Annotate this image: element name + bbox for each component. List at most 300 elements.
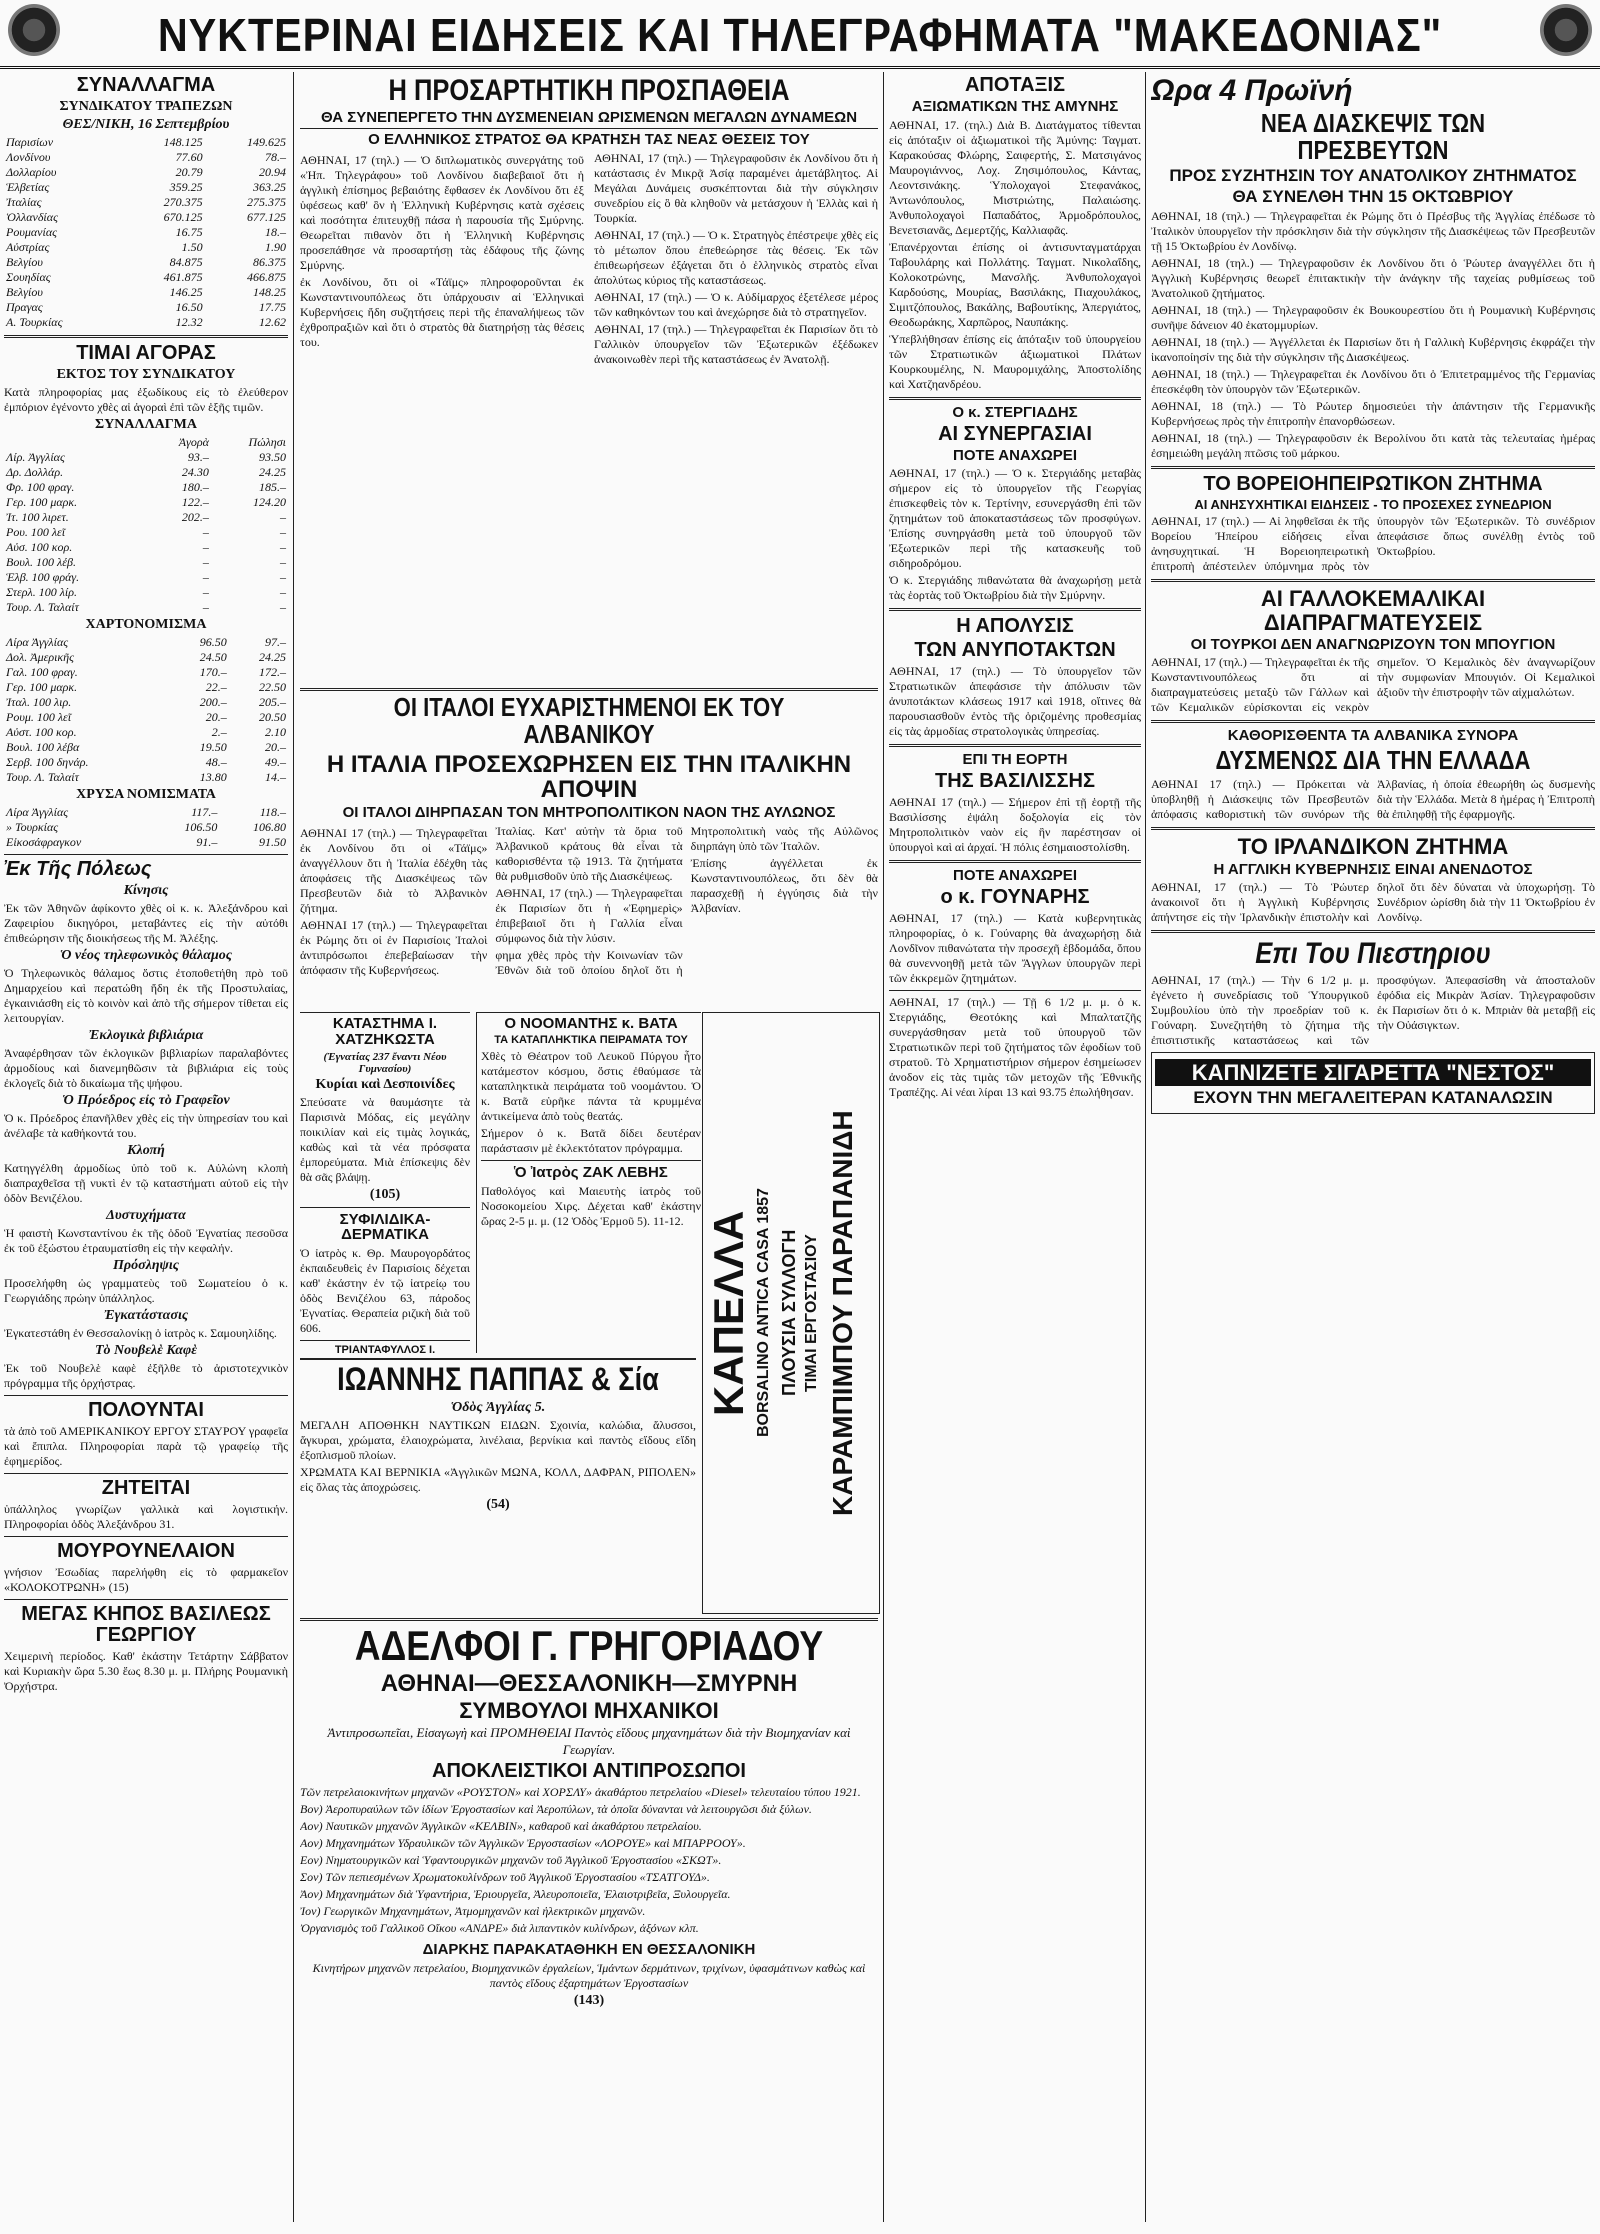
table-row: [4, 805, 288, 820]
doctor-ad-text: Παθολόγος καὶ Μαιευτὴς ἰατρὸς τοῦ Νοσοκομείου Χιρς. Δέχεται καθ' ἑκάστην ὥρας 2-5 μ. μ. (12 Ὁδὸς Ἑρμοῦ 5). 11-12.: [481, 1184, 701, 1229]
rate-cell: 24.25: [259, 465, 286, 479]
epirus-subheadline: ΑΙ ΑΝΗΣΥΧΗΤΙΚΑΙ ΕΙΔΗΣΕΙΣ - ΤΟ ΠΡΟΣΕΧΕΣ ΣΥΝΕΔΡΙΟΝ: [1194, 496, 1552, 512]
nestos-ad-title: ΚΑΠΝΙΖΕΤΕ ΣΙΓΑΡΕΤΤΑ "ΝΕΣΤΟΣ": [1155, 1059, 1591, 1086]
banknotes-table: [4, 635, 288, 785]
rate-cell: 148.125: [163, 135, 203, 149]
city-paragraph: Ἡ φαιστὴ Κωνσταντίνου ἐκ τῆς ὁδοῦ Ἐγνατίας πεσοῦσα ἐκ τοῦ ἐξώστου ἐτραυματίσθη εἰς τὴν κεφαλήν.: [4, 1226, 288, 1255]
lead-paragraph: ΑΘΗΝΑΙ, 17 (τηλ.) — Ὁ διπλωματικὸς συνεργάτης τοῦ «Ἠπ. Τηλεγράφου» τοῦ Λονδίνου διαβεβαιοῖ ὅτι ἡ ἀγγλικὴ ἐπίσημος βεβαιότης ἔφθασεν ἐκ Λονδίνου ὅτι ἐξ ὑφέσεως καθ' ὃν ἡ Ἑλληνικὴ Κυβέρνησις κατὰ σχέσεις καὶ ποσότητα ἐπιτευχθῇ πάσα ἡ παρουσία τῆς Σμύρνης. Θεωρεῖται πιθανὸν ὅτι ἡ Ἑλληνικὴ Κυβέρνησις προσεπάθησε νὰ προσαρτήσῃ τὰς ἐδάφους τῆς ζώνης Σμύρνης.: [300, 153, 584, 272]
dismiss-headline: ΑΠΟΤΑΞΙΣ: [964, 74, 1066, 96]
conference-subheadline: ΠΡΟΣ ΣΥΖΗΤΗΣΙΝ ΤΟΥ ΑΝΑΤΟΛΙΚΟΥ ΖΗΤΗΜΑΤΟΣ: [1169, 166, 1577, 186]
currency-cell: Τουρ. Λ. Ταλαίτ: [6, 600, 79, 614]
table-row: [4, 315, 288, 330]
table-row: [4, 135, 288, 150]
capella-line: ΠΛΟΥΣΙΑ ΣΥΛΛΟΓΗ: [779, 1229, 799, 1397]
rate-cell: 202.–: [181, 510, 209, 524]
banknotes-label: ΧΑΡΤΟΝΟΜΙΣΜΑ: [85, 617, 207, 632]
rates-subtitle: ΣΥΝΔΙΚΑΤΟΥ ΤΡΑΠΕΖΩΝ: [59, 99, 233, 114]
rate-cell: 20.50: [259, 710, 286, 724]
rate-cell: 12.62: [259, 315, 286, 329]
shop-ad-title: ΚΑΤΑΣΤΗΜΑ Ι. ΧΑΤΖΗΚΩΣΤΑ: [332, 1015, 438, 1048]
stergiadis-subheadline: ΑΙ ΣΥΝΕΡΓΑΣΙΑΙ: [938, 422, 1092, 445]
rate-cell: 78.–: [265, 150, 286, 164]
table-row: [4, 480, 288, 495]
currency-cell: Εἰκοσάφραγκον: [6, 835, 82, 849]
market-title: ΤΙΜΑΙ ΑΓΟΡΑΣ: [76, 342, 216, 364]
city-subhead: Δυστυχήματα: [106, 1208, 186, 1223]
rate-cell: 48.–: [205, 755, 227, 769]
currency-cell: Αὐσ. 100 κορ.: [6, 540, 73, 554]
rate-cell: 91.–: [196, 835, 218, 849]
column-markets: [4, 72, 288, 2222]
pappas-ad-title: ΙΩΑΝΝΗΣ ΠΑΠΠΑΣ & Σία: [337, 1361, 659, 1397]
table-row: [4, 570, 288, 585]
rates-title: ΣΥΝΑΛΛΑΓΜΑ: [76, 74, 216, 96]
currency-cell: Ρουμ. 100 λεῖ: [6, 710, 72, 724]
table-row: [4, 180, 288, 195]
table-row: [4, 740, 288, 755]
lead-subheadline: ΘΑ ΣΥΝΕΠΕΡΓΕΤΟ ΤΗΝ ΔΥΣΜΕΝΕΙΑΝ ΩΡΙΣΜΕΝΩΝ ΜΕΓΑΛΩΝ ΔΥΝΑΜΕΩΝ: [300, 110, 878, 130]
grigoriadis-product-line: Βον) Ἀεροπυραύλων τῶν ἰδίων Ἐργοστασίων καὶ Ἀεροπύλων, τὰ ὁποῖα δύνανται νὰ λειτουργῶσι διὰ ξύλων.: [300, 1801, 812, 1816]
column-news-4: [889, 72, 1141, 2222]
conference-paragraph: ΑΘΗΝΑΙ, 18 (τηλ.) — Τὸ Ρώυτερ δημοσιεύει τὴν ἀπάντησιν τῆς Γερμανικῆς Κυβερνήσεως πρὸς τὴν ἐπιτροπὴν ἐπανορθώσεων.: [1151, 398, 1595, 428]
grigoriadis-product-line: Τῶν πετρελαιοκινήτων μηχανῶν «ΡΟΥΣΤΟΝ» καὶ ΧΟΡΣΛΥ» ἀκαθάρτου πετρελαίου «Diesel» τελευταίου τύπου 1921.: [300, 1784, 861, 1799]
rate-cell: 49.–: [265, 755, 286, 769]
column-rule: [883, 72, 884, 2222]
lead-paragraph: ΑΘΗΝΑΙ, 17 (τηλ.) — Τηλεγραφοῦσιν ἐκ Λονδίνου ὅτι ἡ κατάστασις ἐν Μικρᾷ Ἀσίᾳ παραμένει ἀμετάβλητος. Αἱ Μεγάλαι Δυνάμεις συσκέπτονται διὰ τὴν σύγκλησιν συνεδρίου εἰς ὃ θὰ κληθοῦν νὰ μετάσχουν ἡ Ἑλλὰς καὶ ἡ Τουρκία.: [594, 151, 878, 225]
queen-paragraph: ΑΘΗΝΑΙ 17 (τηλ.) — Σήμερον ἐπὶ τῇ ἑορτῇ τῆς Βασιλίσσης ἐψάλη δοξολογία εἰς τὸν Μητροπολιτικὸν ναὸν εἰς ἣν παρέστησαν οἱ ὑπουργοὶ καὶ αἱ ἀρχαί. Ἡ πόλις ἐσημαιοστολίσθη.: [889, 795, 1141, 854]
table-row: [4, 300, 288, 315]
conference-paragraph: ΑΘΗΝΑΙ, 18 (τηλ.) — Τηλεγραφοῦσιν ἐκ Βερολίνου ὅτι κατὰ τὰς τελευταίας ἡμέρας ἐσημειώθη μεγάλη πτῶσις τοῦ μάρκου.: [1151, 430, 1595, 460]
rate-cell: –: [280, 510, 286, 524]
italy-subheadline: Η ΙΤΑΛΙΑ ΠΡΟΣΕΧΩΡΗΣΕΝ ΕΙΣ ΤΗΝ ΙΤΑΛΙΚΗΝ ΑΠΟΨΙΝ: [326, 750, 852, 803]
doctor-ad-title: Ὁ Ἰατρὸς ΖΑΚ ΛΕΒΗΣ: [514, 1164, 668, 1182]
table-row: [4, 240, 288, 255]
grigoriadis-stock-title: ΔΙΑΡΚΗΣ ΠΑΡΑΚΑΤΑΘΗΚΗ ΕΝ ΘΕΣΣΑΛΟΝΙΚΗ: [422, 1940, 756, 1958]
grigoriadis-product-list: [300, 1785, 878, 1936]
rate-cell: 17.75: [259, 300, 286, 314]
rate-cell: 200.–: [199, 695, 227, 709]
dismiss-paragraph: Ἐπανέρχονται ἐπίσης οἱ ἀντισυνταγματάρχαι Ταβουλάρης καὶ Πολλάτης. Ταγματ. Νικολαΐδης, Κολοκοτρώνης, Μανσλῆς. Ἀνθυπολοχαγοὶ Καρδούσης, Μουρίας, Βασιλάκης, Πιαχουλάκος, Σιμιτζόπουλος, Βακάλης, Βαβουτίκης, Ἀπεργιάτος, Θεοδωράκης, Χαρπῶρος, Ναυπάκης.: [889, 239, 1141, 329]
city-subhead: Ὁ νέος τηλεφωνικὸς θάλαμος: [59, 948, 233, 963]
rate-cell: 20.94: [259, 165, 286, 179]
currency-cell: Ἑλβετίας: [6, 180, 50, 194]
city-paragraph: Ὁ κ. Πρόεδρος ἐπανῆλθεν χθὲς εἰς τὴν ὑπηρεσίαν του καὶ ἀνέλαβε τὰ καθήκοντά του.: [4, 1111, 288, 1140]
theatre-paragraph: Χθὲς τὸ Θέατρον τοῦ Λευκοῦ Πύργου ἦτο κατάμεστον κόσμου, ὅστις ἐθαύμασε τὰ καταπληκτικὰ πειράματα τοῦ νοομάντου. Ὁ κ. Βατᾶ εὑρῆκε πάντα τὰ κρυμμένα ἀντικείμενα ἀπὸ τοὺς θεατάς.: [481, 1049, 701, 1124]
table-row: [4, 835, 288, 850]
capella-line-2: ΤΙΜΑΙ ΕΡΓΟΣΤΑΣΙΟΥ: [803, 1234, 820, 1392]
pappas-ad-text: ΧΡΩΜΑΤΑ ΚΑΙ ΒΕΡΝΙΚΙΑ «Ἀγγλικῶν ΜΩΝΑ, ΚΟΛΛ, ΔΑΦΡΑΝ, ΡΙΠΟΛΕΝ» εἰς ὅλας τὰς ἀποχρώσεις.: [300, 1464, 696, 1494]
table-row: [4, 255, 288, 270]
pappas-ad-text: ΜΕΓΑΛΗ ΑΠΟΘΗΚΗ ΝΑΥΤΙΚΩΝ ΕΙΔΩΝ. Σχοινία, καλώδια, ἄλυσσοι, ἄγκυραι, χρώματα, ἐλαιοχρώματα, λινέλαια, βερνίκια καὶ παντὸς εἴδους εἴδη ἐξοπλισμοῦ πλοίων.: [300, 1417, 696, 1462]
grigoriadis-product-line: Ὀργανισμὸς τοῦ Γαλλικοῦ Οἴκου «ΑΝΔΡΕ» διὰ λιπαντικὸν κυλίνδρων, ἀξόνων κλπ.: [300, 1920, 699, 1935]
queen-subheadline: ΤΗΣ ΒΑΣΙΛΙΣΣΗΣ: [934, 770, 1095, 792]
release-headline: Η ΑΠΟΛΥΣΙΣ: [956, 615, 1074, 638]
stergiadis-subheadline-2: ΠΟΤΕ ΑΝΑΧΩΡΕΙ: [953, 446, 1077, 464]
market-rates-table: [4, 435, 288, 615]
table-row: [4, 770, 288, 785]
table-row: [4, 555, 288, 570]
theatre-subheadline: ΤΑ ΚΑΤΑΠΛΗΚΤΙΚΑ ΠΕΙΡΑΜΑΤΑ ΤΟΥ: [494, 1033, 688, 1046]
table-row: [4, 635, 288, 650]
rate-cell: 670.125: [163, 210, 203, 224]
italy-subheadline-2: ΟΙ ΙΤΑΛΟΙ ΔΙΗΡΠΑΣΑΝ ΤΟΝ ΜΗΤΡΟΠΟΛΙΤΙΚΟΝ ΝΑΟΝ ΤΗΣ ΑΥΛΩΝΟΣ: [342, 803, 836, 821]
currency-cell: Λονδίνου: [6, 150, 51, 164]
table-row: [4, 710, 288, 725]
grigoriadis-product-line: Αον) Μηχανημάτων Υδραυλικῶν τῶν Ἀγγλικῶν Ἐργοστασίων «ΛΟΡΟΥΕ» καὶ ΜΠΑΡΡΟΟΥ».: [300, 1835, 746, 1850]
shop-ads: [300, 1012, 470, 1353]
nestos-ad-slogan: ΕΧΟΥΝ ΤΗΝ ΜΕΓΑΛΕΙΤΕΡΑΝ ΚΑΤΑΝΑΛΩΣΙΝ: [1193, 1087, 1553, 1107]
table-row: [4, 650, 288, 665]
conference-date: ΘΑ ΣΥΝΕΛΘΗ ΤΗΝ 15 ΟΚΤΩΒΡΙΟΥ: [1232, 186, 1514, 206]
gold-table: [4, 805, 288, 850]
newspaper-title: ΝΥΚΤΕΡΙΝΑΙ ΕΙΔΗΣΕΙΣ ΚΑΙ ΤΗΛΕΓΡΑΦΗΜΑΤΑ "ΜΑΚΕΔΟΝΙΑΣ": [157, 9, 1443, 61]
rate-cell: –: [202, 570, 209, 584]
rate-cell: 20.79: [175, 165, 203, 179]
rate-cell: 117.–: [191, 805, 218, 819]
rate-cell: 93.–: [187, 450, 209, 464]
press-headline: Επι Του Πιεστηριου: [1255, 937, 1491, 971]
currency-cell: Ρουμανίας: [6, 225, 57, 239]
classified-ad-text: ὑπάλληλος γνωρίζων γαλλικὰ καὶ λογιστικήν. Πληροφορίαι ὁδὸς Ἀλεξάνδρου 31.: [4, 1502, 288, 1531]
grigoriadis-product-line: Ἀον) Μηχανημάτων διὰ Ὑφαντήρια, Ἐριουργεῖα, Ἀλευροποιεῖα, Ἐλαιοτριβεῖα, Ξυλουργεῖα.: [300, 1886, 731, 1901]
release-subheadline: ΤΩΝ ΑΝΥΠΟΤΑΚΤΩΝ: [914, 639, 1116, 662]
dismiss-subheadline: ΑΞΙΩΜΑΤΙΚΩΝ ΤΗΣ ΑΜΥΝΗΣ: [911, 98, 1119, 115]
rate-cell: 146.25: [169, 285, 203, 299]
table-header-cell: [4, 435, 147, 450]
table-row: [4, 450, 288, 465]
kemalist-subheadline: ΟΙ ΤΟΥΡΚΟΙ ΔΕΝ ΑΝΑΓΝΩΡΙΖΟΥΝ ΤΟΝ ΜΠΟΥΓΙΟΝ: [1190, 635, 1556, 653]
rate-cell: –: [280, 570, 286, 584]
rate-cell: 122.–: [181, 495, 209, 509]
currency-cell: Δολ. Ἀμερικῆς: [6, 650, 74, 664]
table-header-row: [4, 435, 288, 450]
market-label: ΣΥΝΑΛΛΑΓΜΑ: [95, 417, 197, 432]
grigoriadis-stock-text: Κινητήρων μηχανῶν πετρελαίου, Βιομηχανικῶν ἐργαλείων, Ἱμάντων δερμάτινων, τριχίνων, ὑφασμάτινων καθὼς καὶ παντὸς εἴδους ἐξαρτημάτων Ἐργοστασίων: [312, 1960, 866, 1990]
currency-cell: Γερ. 100 μαρκ.: [6, 495, 78, 509]
press-paragraph: ΑΘΗΝΑΙ, 17 (τηλ.) — Τὴν 6 1/2 μ. μ. ἐγένετο ἡ συνεδρίασις τοῦ Ὑπουργικοῦ Συμβουλίου ὑπὸ τὴν προεδρίαν τοῦ κ. Γούναρη. Συνεζητήθη τὸ ζήτημα τῆς ἐπισιτιστικῆς καταστάσεως καὶ τῶν προσφύγων. Ἀπεφασίσθη νὰ ἀποσταλοῦν ἐφόδια εἰς Μικρὰν Ἀσίαν. Τηλεγραφοῦσιν ἐκ Παρισίων ὅτι ὁ κ. Μπριὰν θὰ μεταβῇ εἰς τὴν Οὐάσιγκτων.: [1151, 972, 1595, 1047]
table-row: [4, 695, 288, 710]
currency-cell: Ρου. 100 λεῖ: [6, 525, 66, 539]
city-paragraph: Κατηγγέλθη ἀρμοδίως ὑπὸ τοῦ κ. Αὐλώνη κλοπὴ διαπραχθεῖσα τῇ νυκτὶ ἐν τῷ καταστήματι αὐτοῦ εἰς τὴν ὁδὸν Βενιζέλου.: [4, 1161, 288, 1205]
currency-cell: Σουηδίας: [6, 270, 51, 284]
city-paragraph: Ἐκ τῶν Ἀθηνῶν ἀφίκοντο χθὲς οἱ κ. κ. Ἀλεξάνδρου καὶ Ζαφειρίου δικηγόροι, μεταβάντες εἰς τὴν αὐτόθι ἐπιθεώρησιν τῆς διοικήσεως τῆς Μ. Ἀλέξης.: [4, 901, 288, 945]
currency-cell: Λίρα Ἀγγλίας: [6, 635, 69, 649]
currency-cell: Βουλ. 100 λέβ.: [6, 555, 76, 569]
nestos-cigarette-ad: [1151, 1052, 1595, 1114]
currency-cell: Ἰτ. 100 λιρετ.: [6, 510, 69, 524]
rate-cell: 106.80: [253, 820, 286, 834]
pappas-ad: [300, 1358, 696, 1614]
table-row: [4, 225, 288, 240]
dismiss-paragraph: Ὑπεβλήθησαν ἐπίσης εἰς ἀπόταξιν τοῦ ὑπουργείου τῶν Στρατιωτικῶν ἀξιωματικοὶ Πλάτων Κουρκουμέλης, Ν. Μαυρομιχάλης, Ἀποστολίδης καὶ Χατζηανδρέου.: [889, 331, 1141, 391]
stergiadis-headline: Ο κ. ΣΤΕΡΓΙΑΔΗΣ: [952, 403, 1078, 421]
conference-paragraph: ΑΘΗΝΑΙ, 18 (τηλ.) — Τηλεγραφοῦσιν ἐκ Βουκουρεστίου ὅτι ἡ Ρουμανικὴ Κυβέρνησις συνῆψε δάνειον 40 ἑκατομμυρίων.: [1151, 302, 1595, 332]
kemalist-paragraph: ΑΘΗΝΑΙ, 17 (τηλ.) — Τηλεγραφεῖται ἐκ τῆς Κωνσταντινουπόλεως ὅτι αἱ διαπραγματεύσεις μεταξὺ τῶν Γάλλων καὶ τῶν Κεμαλικῶν εὑρίσκονται εἰς νεκρὸν σημεῖον. Ὁ Κεμαλικὸς δὲν ἀναγνωρίζουν τὴν συμφωνίαν Μπουγιόν. Οἱ Κεμαλικοὶ ἀξιοῦν τὴν ἐπιστροφὴν τῶν αἰχμαλώτων.: [1151, 655, 1595, 715]
currency-cell: Δολλαρίου: [6, 165, 57, 179]
city-subhead: Ἐκλογικὰ βιβλιάρια: [88, 1028, 204, 1043]
classified-ad-text: Χειμερινὴ περίοδος. Καθ' ἑκάστην Τετάρτην Σάββατον καὶ Κυριακὴν ὥρα 5.30 ἕως 8.30 μ. μ. Πλήρης Ρουμανικὴ Ὀρχήστρα.: [4, 1649, 288, 1693]
grigoriadis-description: Ἀντιπροσωπεῖαι, Εἰσαγωγὴ καὶ ΠΡΟΜΗΘΕΙΑΙ Παντὸς εἴδους μηχανημάτων διὰ τὴν Βιομηχανίαν καὶ Γεωργίαν.: [327, 1725, 851, 1757]
border-headline: ΚΑΘΟΡΙΣΘΕΝΤΑ ΤΑ ΑΛΒΑΝΙΚΑ ΣΥΝΟΡΑ: [1227, 727, 1519, 745]
rate-cell: –: [280, 585, 286, 599]
epirus-paragraph: ΑΘΗΝΑΙ, 17 (τηλ.) — Αἱ ληφθεῖσαι ἐκ τῆς Βορείου Ἠπείρου εἰδήσεις εἶναι ἀνησυχητικαί. Ἡ Βορειοηπειρωτικὴ ἐπιτροπὴ ἀπέστειλεν ὑπόμνημα πρὸς τὸν ὑπουργὸν τῶν Ἐξωτερικῶν. Τὸ συνέδριον ἀπεφάσισε ὅπως συνέλθῃ ἐντὸς τοῦ Ὀκτωβρίου.: [1151, 514, 1595, 574]
theatre-article: [476, 1012, 701, 1353]
classified-ad-title: ΜΕΓΑΣ ΚΗΠΟΣ ΒΑΣΙΛΕΩΣ ΓΕΩΡΓΙΟΥ: [21, 1603, 271, 1646]
currency-cell: Ἑλβ. 100 φράγ.: [6, 570, 80, 584]
rate-cell: 22.50: [259, 680, 286, 694]
table-row: [4, 540, 288, 555]
rate-cell: 12.32: [175, 315, 203, 329]
rate-cell: 118.–: [259, 805, 286, 819]
column-rule: [1145, 72, 1146, 2222]
border-paragraph: ΑΘΗΝΑΙ 17 (τηλ.) — Πρόκειται νὰ ὑποβληθῇ ἡ Διάσκεψις τῶν Πρεσβευτῶν ἀπόφασις καθοριστικὴ τῶν συνόρων τῆς Ἀλβανίας, ἡ ὁποία ἐθεωρήθη ὡς δυσμενὴς διὰ τὴν Ἑλλάδα. Μετὰ 8 ἡμέρας ἡ Ἐπιτροπὴ θὰ ἐπιληφθῇ τῆς ἐφαρμογῆς.: [1151, 777, 1595, 822]
rate-cell: –: [202, 585, 209, 599]
market-intro: Κατὰ πληροφορίας μας ἐξωδίκους εἰς τὸ ἐλεύθερον ἐμπόριον ἐγένοντο χθὲς αἱ ἀγοραὶ ἐπὶ τῶν ἑξῆς τιμῶν.: [4, 385, 288, 414]
rate-cell: 2.–: [211, 725, 227, 739]
rate-cell: 205.–: [259, 695, 286, 709]
rate-cell: 22.–: [205, 680, 227, 694]
classified-ad-title: ΠΟΛΟΥΝΤΑΙ: [88, 1399, 204, 1421]
stergiadis-paragraph: ΑΘΗΝΑΙ, 17 (τηλ.) — Ὁ κ. Στεργιάδης μεταβὰς σήμερον εἰς τὸ ὑπουργεῖον τῆς Γεωργίας ἐπισκεφθεὶς τὸν κ. Τερτίνην, εσυνεργάσθη ἐπὶ τῶν ζητημάτων τοῦ ἀποκαταστάσεως τῶν προσφύγων. Ἐπίσης συνηργάσθη μετὰ τοῦ ὑπουργοῦ τῶν Ἐξωτερικῶν περὶ τῆς κατασκευῆς τοῦ σιδηροδρόμου.: [889, 466, 1141, 571]
conference-paragraph: ΑΘΗΝΑΙ, 18 (τηλ.) — Τηλεγραφεῖται ἐκ Λονδίνου ὅτι ὁ Ἐπιτετραμμένος τῆς Γερμανίας ἐπεσκέφθη τὸν ὑπουργὸν τῶν Ἐξωτερικῶν.: [1151, 366, 1595, 396]
city-paragraph: Ἀναφέρθησαν τῶν ἐκλογικῶν βιβλιαρίων παραλαβόντες ἀρμοδίους καὶ διανεμηθῶσιν τὰ βιβλιάρια εἰς τοὺς ἐκλογεῖς διὰ τὸ δικαίωμα τῆς ψήφου.: [4, 1046, 288, 1090]
rate-cell: 86.375: [253, 255, 286, 269]
grigoriadis-exclusive: ΑΠΟΚΛΕΙΣΤΙΚΟΙ ΑΝΤΙΠΡΟΣΩΠΟΙ: [432, 1759, 746, 1782]
rate-cell: 20.–: [265, 740, 286, 754]
rate-cell: 363.25: [253, 180, 286, 194]
table-row: [4, 755, 288, 770]
table-row: [4, 585, 288, 600]
gounaris-headline: ΠΟΤΕ ΑΝΑΧΩΡΕΙ: [953, 867, 1077, 884]
classified-ad-text: γνήσιον Ἐσωδίας παρελήφθη εἰς τὸ φαρμακεῖον «ΚΟΛΟΚΟΤΡΩΝΗ» (15): [4, 1565, 288, 1594]
shop-ad-title: ΣΥΦΙΛΙΔΙΚΑ-ΔΕΡΜΑΤΙΚΑ: [339, 1210, 431, 1244]
gold-label: ΧΡΥΣΑ ΝΟΜΙΣΜΑΤΑ: [76, 787, 216, 802]
shop-ad-number: (105): [369, 1186, 401, 1202]
city-news-title: Ἐκ Τῆς Πόλεως: [4, 858, 152, 880]
city-paragraph: Προσελήφθη ὡς γραμματεὺς τοῦ Σωματείου ὁ κ. Γεωργιάδης πρώην ὑπάλληλος.: [4, 1276, 288, 1305]
capella-hat-ad: [702, 1012, 880, 1614]
grigoriadis-title: ΑΔΕΛΦΟΙ Γ. ΓΡΗΓΟΡΙΑΔΟΥ: [354, 1622, 824, 1669]
shop-ad-text: Ὁ ἰατρὸς κ. Θρ. Μαυρογορδάτος ἐκπαιδευθεὶς ἐν Παρισίοις δέχεται καθ' ἑκάστην ἐν τῷ ἰατρείῳ του ὁδὸς Βενιζέλου 63, πάροδος Ἐγνατίας. Θεραπεία ριζικὴ διὰ τοῦ 606.: [300, 1246, 470, 1335]
shop-ad-line: Κυρίαι καὶ Δεσποινίδες: [315, 1076, 455, 1092]
currency-cell: Στερλ. 100 λίρ.: [6, 585, 77, 599]
city-subhead: Κίνησις: [123, 883, 169, 898]
currency-cell: Τουρ. Λ. Ταλαίτ: [6, 770, 79, 784]
ireland-subheadline: Η ΑΓΓΛΙΚΗ ΚΥΒΕΡΝΗΣΙΣ ΕΙΝΑΙ ΑΝΕΝΔΟΤΟΣ: [1213, 860, 1533, 878]
rate-cell: 275.375: [247, 195, 286, 209]
currency-cell: Δρ. Δολλάρ.: [6, 465, 64, 479]
city-paragraph: Ἐγκατεστάθη ἐν Θεσσαλονίκῃ ὁ ἰατρὸς κ. Σαμουηλίδης.: [4, 1326, 277, 1340]
currency-cell: Α. Τουρκίας: [6, 315, 63, 329]
city-subhead: Κλοπή: [127, 1143, 165, 1158]
rate-cell: 14.–: [265, 770, 286, 784]
conference-headline: ΝΕΑ ΔΙΑΣΚΕΨΙΣ ΤΩΝ ΠΡΕΣΒΕΥΤΩΝ: [1260, 107, 1486, 165]
currency-cell: Λίρα Ἀγγλίας: [6, 805, 69, 819]
table-row: [4, 665, 288, 680]
exchange-rates-table: [4, 135, 288, 330]
rate-cell: 185.–: [259, 480, 286, 494]
table-row: [4, 195, 288, 210]
masthead: [0, 0, 1600, 69]
epirus-headline: ΤΟ ΒΟΡΕΙΟΗΠΕΙΡΩΤΙΚΟΝ ΖΗΤΗΜΑ: [1203, 472, 1543, 495]
city-paragraph: Ὁ Τηλεφωνικὸς θάλαμος ὅστις ἐτοποθετήθη πρὸ τοῦ Δημαρχείου καὶ περατώθη ἤδη ἐκ τῆς Προστυλαίας, ἐγκαινιάσθη εἰς τὸ κοινὸν καὶ ἀπὸ τῆς σήμερον τίθεται εἰς λειτουργίαν.: [4, 966, 288, 1025]
currency-cell: » Τουρκίας: [6, 820, 59, 834]
rate-cell: –: [280, 600, 286, 614]
column-news-5: [1151, 72, 1595, 2222]
rate-cell: 97.–: [265, 635, 286, 649]
capella-name: ΚΑΠΕΛΛΑ: [705, 1210, 752, 1416]
edition-time: Ωρα 4 Πρωϊνή: [1151, 74, 1353, 107]
ireland-paragraph: ΑΘΗΝΑΙ, 17 (τηλ.) — Τὸ Ῥώυτερ ἀνακοινοῖ ὅτι ἡ Ἀγγλικὴ Κυβέρνησις ἀπήντησε εἰς τὴν Ἰρλανδικὴν ἐπιστολὴν καὶ δηλοῖ ὅτι δὲν δύναται νὰ ὑποχωρήσῃ. Τὸ Συνέδριον ὡρίσθη διὰ τὴν 11 Ὀκτωβρίου ἐν Λονδίνῳ.: [1151, 880, 1595, 925]
kemalist-headline: ΑΙ ΓΑΛΛΟΚΕΜΑΛΙΚΑΙ ΔΙΑΠΡΑΓΜΑΤΕΥΣΕΙΣ: [1260, 586, 1486, 635]
italy-paragraph: ΑΘΗΝΑΙ 17 (τηλ.) — Τηλεγραφεῖται ἐκ Λονδίνου ὅτι οἱ «Τάϊμς» ἀναγγέλλουν ὅτι ἡ Ἰταλία ἐδέχθη τὰς ἀποφάσεις τῆς Διασκέψεως τῶν Πρεσβευτῶν διὰ τὸ Ἀλβανικὸν ζήτημα.: [300, 825, 488, 915]
table-row: [4, 270, 288, 285]
currency-cell: Αὐστρίας: [6, 240, 50, 254]
table-row: [4, 150, 288, 165]
rate-cell: –: [280, 525, 286, 539]
gounaris-subheadline: ο κ. ΓΟΥΝΑΡΗΣ: [940, 885, 1090, 908]
rate-cell: 24.25: [259, 650, 286, 664]
theatre-headline: Ο ΝΟΟΜΑΝΤΗΣ κ. ΒΑΤΑ: [504, 1015, 678, 1032]
grigoriadis-product-line: Σον) Τῶν πεπιεσμένων Χρωματοκυλίνδρων τοῦ Ἀγγλικοῦ Ἐργοστασίου «ΤΣΑΤΓΟΥΔ».: [300, 1869, 710, 1884]
table-row: [4, 495, 288, 510]
italy-paragraph: ΑΘΗΝΑΙ, 17 (τηλ.) — Τηλεγραφεῖται ἐκ Παρισίων ὅτι ἡ «Ἐφημερὶς» ἐπιβεβαιοῖ ὅτι ἡ Γαλλία εἶναι σύμφωνος διὰ τὴν λύσιν.: [495, 885, 683, 945]
grigoriadis-product-line: Ἰον) Γεωργικῶν Μηχανημάτων, Ἀτμομηχανῶν καὶ ἠλεκτρικῶν μηχανῶν.: [300, 1903, 646, 1918]
capella-shop: ΚΑΡΑΜΠΙΜΠΟΥ ΠΑΡΑΠΑΝΙΔΗ: [827, 1110, 858, 1516]
italy-paragraph: φημα χθὲς πρὸς τὴν Κοινωνίαν τῶν Ἐθνῶν διὰ τοῦ ὁποίου δηλοῖ ὅτι ἡ Μητροπολιτικὴ ναὸς τῆς Αὐλῶνος διηρπάγη ὑπὸ τῶν Ἰταλῶν.: [495, 823, 878, 977]
lead-headline: Η ΠΡΟΣΑΡΤΗΤΙΚΗ ΠΡΟΣΠΑΘΕΙΑ: [388, 74, 790, 107]
grigoriadis-ad: [300, 1618, 878, 2221]
grigoriadis-role: ΣΥΜΒΟΥΛΟΙ ΜΗΧΑΝΙΚΟΙ: [459, 1698, 719, 1724]
rate-cell: –: [202, 600, 209, 614]
capella-brand: BORSALINO ANTICA CASA 1857: [755, 1188, 772, 1438]
conference-paragraph: ΑΘΗΝΑΙ, 18 (τηλ.) — Τηλεγραφοῦσιν ἐκ Λονδίνου ὅτι ὁ Ῥώυτερ ἀναγγέλλει ὅτι ἡ Ἀγγλικὴ Κυβέρνησις θεωρεῖ ἐπιτακτικὴν τὴν ἀνάγκην τῆς ταχείας ρυθμίσεως τοῦ Ἀνατολικοῦ ζητήματος.: [1151, 255, 1595, 300]
rate-cell: 20.–: [205, 710, 227, 724]
table-row: [4, 725, 288, 740]
currency-cell: Βελγίου: [6, 285, 43, 299]
rate-cell: 93.50: [259, 450, 286, 464]
rate-cell: 359.25: [169, 180, 203, 194]
currency-cell: Αὐστ. 100 κορ.: [6, 725, 77, 739]
city-paragraph: Ἐκ τοῦ Νουβελὲ καφὲ ἐξῆλθε τὸ ἀριστοτεχνικὸν πρόγραμμα τῆς ὀρχήστρας.: [4, 1361, 288, 1390]
dismiss-paragraph: ΑΘΗΝΑΙ, 17. (τηλ.) Διὰ Β. Διατάγματος τίθενται εἰς ἀπόταξιν οἱ ἀξιωματικοὶ τῆς Ἀμύνης: Ταγματ. Καρακούσας Φλώρης, Σαιφερτής, Σ. Ματσιγάνος Μαυρογιάννος, Λοχ. Ζησιμόπουλος, Κάντας, Λεοντσινάκης. Ὑπολοχαγοὶ Στεφανάκος, Ἀντωνόπουλος, Μιστριώτης, Παλαιώσης. Ἀνθυπολοχαγοὶ Παπαδάτος, Ἀρμοδρόπουλος, Βενετσιανᾶς, Δεμερτζής, Καλλιαφᾶς.: [889, 117, 1141, 237]
rate-cell: 1.50: [181, 240, 203, 254]
rate-cell: 84.875: [169, 255, 203, 269]
city-subhead: Τὸ Νουβελὲ Καφὲ: [95, 1343, 197, 1358]
italy-paragraph: ΑΘΗΝΑΙ 17 (τηλ.) — Τηλεγραφεῖται ἐκ Ρώμης ὅτι οἱ ἐν Παρισίοις Ἰταλοὶ ἀντιπρόσωποι ἐπεβεβαίωσαν τὴν ἀπόφασιν τῆς Κυβερνήσεως.: [300, 917, 488, 977]
rate-cell: 677.125: [247, 210, 286, 224]
rate-cell: 149.625: [247, 135, 286, 149]
rate-cell: –: [280, 555, 286, 569]
currency-cell: Βελγίου: [6, 255, 43, 269]
currency-cell: Φρ. 100 φραγ.: [6, 480, 75, 494]
release-paragraph: ΑΘΗΝΑΙ, 17 (τηλ.) — Τὸ ὑπουργεῖον τῶν Στρατιωτικῶν ἀπεφάσισε τὴν ἀπόλυσιν τῶν ἀνυποτάκτων κλάσεως 1917 καὶ 1918, οἵτινες θὰ παρουσιασθοῦν ἐντὸς τῆς ὁριζομένης προθεσμίας εἰς τὰς ἀρμοδίας στρατολογικὰς ὑπηρεσίας.: [889, 664, 1141, 739]
italy-paragraph: Ἐπίσης ἀγγέλλεται ἐκ Κωνσταντινουπόλεως, ὅτι δὲν θὰ παρασχεθῇ ἡ ἐγγύησις διὰ τὴν Ἀλβανίαν.: [690, 855, 878, 915]
currency-cell: Σερβ. 100 δηνάρ.: [6, 755, 89, 769]
rate-cell: –: [202, 525, 209, 539]
rate-cell: 96.50: [199, 635, 227, 649]
ireland-headline: ΤΟ ΙΡΛΑΝΔΙΚΟΝ ΖΗΤΗΜΑ: [1237, 834, 1509, 860]
conference-paragraph: ΑΘΗΝΑΙ, 18 (τηλ.) — Ἀγγέλλεται ἐκ Παρισίων ὅτι ἡ Γαλλικὴ Κυβέρνησις ἐκφράζει τὴν ἱκανοποίησίν της διὰ τὴν σύγκλησιν τῆς Διασκέψεως.: [1151, 334, 1595, 364]
shop-ad-subtitle: (Ἐγνατίας 237 ἔναντι Νέου Γυμνασίου): [323, 1050, 447, 1075]
rate-cell: 106.50: [184, 820, 218, 834]
gounaris-paragraph: ΑΘΗΝΑΙ, 17 (τηλ.) — Κατὰ κυβερνητικὰς πληροφορίας, ὁ κ. Γούναρης θὰ ἀναχωρήσῃ διὰ Λονδῖνον πιθανώτατα τὴν προσεχῆ ἑβδομάδα, ὅπου θὰ συνεννοηθῇ μετὰ τῶν Ἄγγλων ὑπουργῶν περὶ τῶν ἐκκρεμῶν ζητημάτων.: [889, 910, 1141, 985]
rate-cell: 77.60: [175, 150, 203, 164]
column-rule: [293, 72, 294, 2222]
table-row: [4, 600, 288, 615]
table-header-cell: Ἀγορὰ: [178, 435, 209, 449]
table-row: [4, 285, 288, 300]
rate-cell: 148.25: [253, 285, 286, 299]
rate-cell: 270.375: [163, 195, 203, 209]
classified-ad-title: ΖΗΤΕΙΤΑΙ: [101, 1477, 191, 1499]
table-row: [4, 465, 288, 480]
grigoriadis-cities: ΑΘΗΝΑΙ—ΘΕΣΣΑΛΟΝΙΚΗ—ΣΜΥΡΝΗ: [380, 1670, 798, 1698]
ornament-right-icon: [1540, 4, 1592, 56]
conference-paragraph: ΑΘΗΝΑΙ, 18 (τηλ.) — Τηλεγραφεῖται ἐκ Ρώμης ὅτι ὁ Πρέσβυς τῆς Ἀγγλίας ἐπέδωσε τὸ Ἰταλικὸν ὑπουργεῖον τὴν πρόσκλησιν διὰ τὴν σύγκλησιν τῆς Διασκέψεως τῶν Πρεσβευτῶν τῇ 15 Ὀκτωβρίου ἐν Λονδίνῳ.: [1151, 208, 1595, 253]
rate-cell: 24.50: [199, 650, 227, 664]
rate-cell: 24.30: [181, 465, 209, 479]
table-row: [4, 210, 288, 225]
lead-article: [300, 72, 878, 682]
lead-paragraph: ΑΘΗΝΑΙ, 17 (τηλ.) — Τηλεγραφεῖται ἐκ Παρισίων ὅτι τὸ Γαλλικὸν ὑπουργεῖον τῶν Ἐξωτερικῶν ἐξέδωκεν ἀνακοινωθὲν περὶ τῆς καταστάσεως ἐν Ἀνατολῇ.: [594, 322, 878, 366]
city-subhead: Ἐγκατάστασις: [103, 1308, 189, 1323]
rate-cell: 2.10: [265, 725, 286, 739]
border-subheadline: ΔΥΣΜΕΝΩΣ ΔΙΑ ΤΗΝ ΕΛΛΑΔΑ: [1215, 745, 1531, 776]
rate-cell: 1.90: [265, 240, 286, 254]
late-news-paragraph: ΑΘΗΝΑΙ, 17 (τηλ.) — Τῇ 6 1/2 μ. μ. ὁ κ. Στεργιάδης, Θεοτόκης καὶ Μπαλτατζῆς συνεργάσθησαν μετὰ τοῦ ὑπουργοῦ τῶν Στρατιωτικῶν περὶ τοῦ ζητήματος τῶν ἐφοδίων τοῦ στρατοῦ. Τὸ Χρηματιστήριον σήμερον ἐσημείωσεν ἀνοδον εἰς τὰς τιμὰς τῶν μετοχῶν τῆς Ἐθνικῆς Τραπέζης. Αἱ νέαι λίραι 13 καὶ 93.75 ἐπωλήθησαν.: [889, 994, 1141, 1099]
italy-headline: ΟΙ ΙΤΑΛΟΙ ΕΥΧΑΡΙΣΤΗΜΕΝΟΙ ΕΚ ΤΟΥ ΑΛΒΑΝΙΚΟΥ: [393, 692, 785, 750]
lead-paragraph: ἐκ Λονδίνου, ὅτι οἱ «Τάϊμς» πληροφοροῦνται ἐκ Κωνσταντινουπόλεως ὅτι ὑπάρχουσιν αἱ Ἑλληνικαὶ Κυβερνήσεις ἤδη συζητήσεις περὶ τῆς ἐπαναλήψεως τῶν ἐχθροπραξιῶν καὶ ὅτι ὁ στρατὸς θὰ διατηρήσῃ τὰς θέσεις του.: [300, 275, 584, 349]
rate-cell: –: [202, 555, 209, 569]
currency-cell: Γερ. 100 μαρκ.: [6, 680, 78, 694]
rate-cell: 180.–: [181, 480, 209, 494]
rate-cell: 19.50: [199, 740, 227, 754]
rate-cell: 16.75: [175, 225, 203, 239]
lead-paragraph: ΑΘΗΝΑΙ, 17 (τηλ.) — Ὁ κ. Στρατηγὸς ἐπέστρεψε χθὲς εἰς τὸ μέτωπον ὅπου ἐπεθεώρησε τὰς θέσεις. Ἐκ τῶν ἐπιθεωρήσεων ἐξάγεται ὅτι ὁ ἑλληνικὸς στρατὸς εἶναι ἀπολύτως κύριος τῆς καταστάσεως.: [594, 228, 878, 287]
italy-paragraph: Ἰταλίας. Κατ' αὐτὴν τὰ ὅρια τοῦ Ἀλβανικοῦ κράτους θὰ εἶναι τὰ καθορισθέντα τῷ 1913. Τὰ ζητήματα θὰ ρυθμισθοῦν ὑπὸ τῆς Διασκέψεως.: [495, 823, 683, 883]
italy-article: [300, 688, 878, 1011]
table-row: [4, 525, 288, 540]
classified-ad-text: τὰ ἀπὸ τοῦ ΑΜΕΡΙΚΑΝΙΚΟΥ ΕΡΓΟΥ ΣΤΑΥΡΟΥ γραφεῖα καὶ ἔπιπλα. Πληροφορίαι παρὰ τῷ γραφείῳ τῆς ἐφημερίδος.: [4, 1424, 288, 1468]
pappas-ad-address: Ὁδὸς Ἀγγλίας 5.: [450, 1399, 546, 1415]
currency-cell: Ὁλλανδίας: [6, 210, 58, 224]
city-subhead: Ὁ Πρόεδρος εἰς τὸ Γραφεῖον: [62, 1093, 230, 1108]
rate-cell: 461.875: [163, 270, 203, 284]
rate-cell: 13.80: [199, 770, 227, 784]
classified-ad-title: ΜΟΥΡΟΥΝΕΛΑΙΟΝ: [57, 1540, 235, 1562]
currency-cell: Ἰταλ. 100 λιρ.: [6, 695, 72, 709]
city-subhead: Πρόσληψις: [112, 1258, 180, 1273]
pappas-ad-number: (54): [486, 1496, 510, 1512]
market-subtitle: ΕΚΤΟΣ ΤΟΥ ΣΥΝΔΙΚΑΤΟΥ: [56, 367, 236, 382]
currency-cell: Βουλ. 100 λέβα: [6, 740, 80, 754]
rate-cell: –: [280, 540, 286, 554]
grigoriadis-number: (143): [573, 1992, 605, 2008]
rate-cell: 124.20: [253, 495, 286, 509]
shop-ad-footer: ΤΡΙΑΝΤΑΦΥΛΛΟΣ Ι.: [334, 1344, 436, 1353]
table-row: [4, 165, 288, 180]
currency-cell: Παρισίων: [6, 135, 54, 149]
rate-cell: 18.–: [265, 225, 286, 239]
grigoriadis-product-line: Αον) Ναυτικῶν μηχανῶν Ἀγγλικῶν «ΚΕΛΒΙΝ», καθαροῦ καὶ ἀκαθάρτου πετρελαίου.: [300, 1818, 702, 1833]
queen-headline: ΕΠΙ ΤΗ ΕΟΡΤΗ: [962, 751, 1068, 769]
lead-subheadline-2: Ο ΕΛΛΗΝΙΚΟΣ ΣΤΡΑΤΟΣ ΘΑ ΚΡΑΤΗΣΗ ΤΑΣ ΝΕΑΣ ΘΕΣΕΙΣ ΤΟΥ: [368, 131, 810, 149]
lead-paragraph: ΑΘΗΝΑΙ, 17 (τηλ.) — Ὁ κ. Αὐδίμαρχος ἐξετέλεσε μέρος τῶν καθηκόντων του καὶ ἀνεχώρησε διὰ τὸ στρατηγεῖον.: [594, 290, 878, 319]
stergiadis-paragraph: Ὁ κ. Στεργιάδης πιθανώτατα θὰ ἀναχωρήσῃ μετὰ τὰς ἑορτὰς τοῦ Ὀκτωβρίου διὰ τὴν Σμύρνην.: [889, 573, 1141, 603]
table-row: [4, 680, 288, 695]
rate-cell: 466.875: [247, 270, 286, 284]
